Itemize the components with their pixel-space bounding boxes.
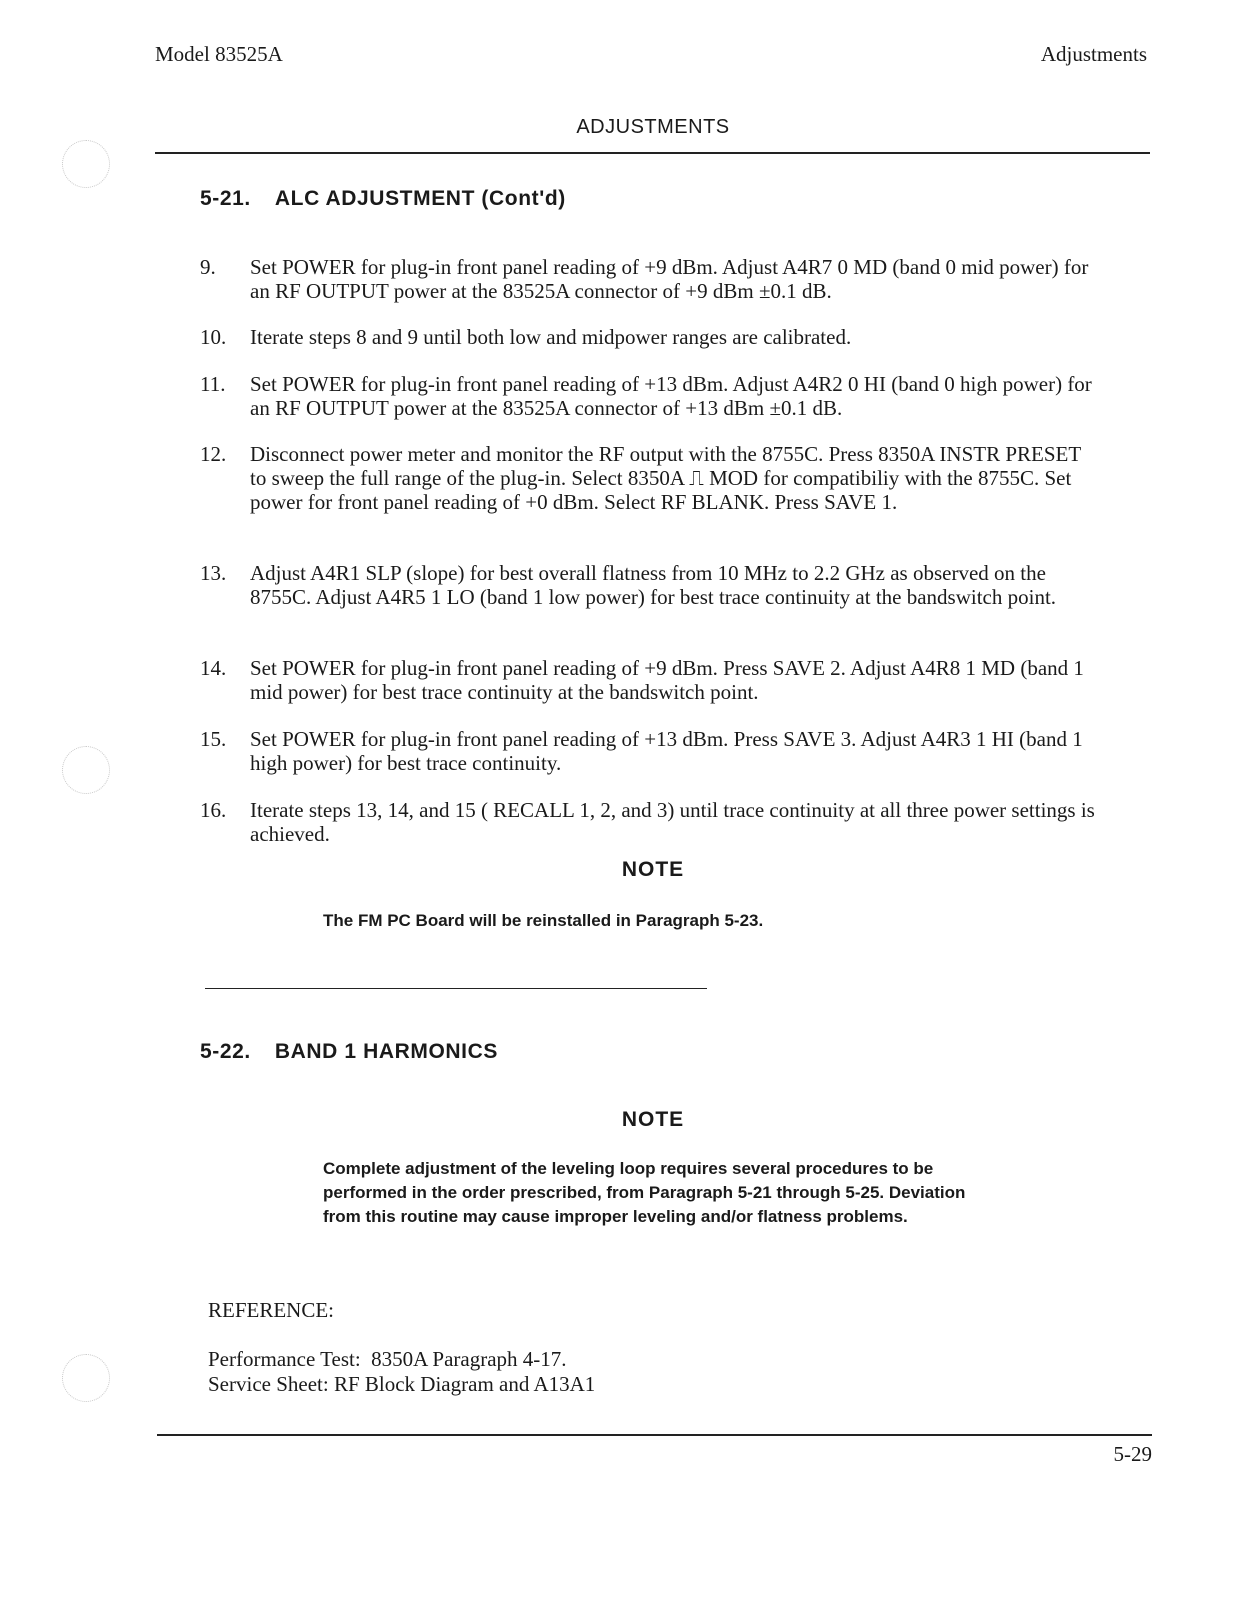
step-text: Iterate steps 13, 14, and 15 ( RECALL 1, 2, and 3) until trace continuity at all three power settings is achieved.: [250, 798, 1095, 846]
reference-list: [208, 1347, 595, 1397]
step-number: 14.: [200, 656, 227, 680]
punch-hole: [62, 140, 110, 188]
page-section-title: ADJUSTMENTS: [576, 116, 730, 138]
section-title: BAND 1 HARMONICS: [274, 1040, 498, 1063]
step-item: [200, 561, 1100, 609]
step-item: [200, 656, 1100, 704]
section-heading-5-21: [200, 187, 566, 211]
section-divider: [205, 988, 707, 989]
header-chapter: Adjustments: [1040, 42, 1147, 66]
note-text: The FM PC Board will be reinstalled in Paragraph 5-23.: [323, 911, 764, 930]
step-text: Set POWER for plug-in front panel reading of +13 dBm. Press SAVE 3. Adjust A4R3 1 HI (band 1 high power) for best trace continuity.: [250, 727, 1083, 775]
reference-item: Performance Test: 8350A Paragraph 4-17.: [208, 1347, 567, 1371]
step-item: [200, 442, 1100, 514]
note-text: Complete adjustment of the leveling loop requires several procedures to be performed in the order prescribed, from Paragraph 5-21 through 5-25. Deviation from this routine may cause improper leveling and/or flatness problems.: [323, 1159, 966, 1226]
step-number: 10.: [200, 325, 227, 349]
step-item: [200, 727, 1100, 775]
reference-item: Service Sheet: RF Block Diagram and A13A1: [208, 1372, 596, 1396]
header-rule: [155, 152, 1150, 154]
reference-label: REFERENCE:: [208, 1298, 335, 1322]
section-number: 5-21.: [200, 187, 251, 210]
step-text: Set POWER for plug-in front panel reading of +9 dBm. Adjust A4R7 0 MD (band 0 mid power) for an RF OUTPUT power at the 83525A connector of +9 dBm ±0.1 dB.: [250, 255, 1089, 303]
section-heading-5-22: [200, 1040, 498, 1064]
punch-hole: [62, 746, 110, 794]
step-text: Adjust A4R1 SLP (slope) for best overall flatness from 10 MHz to 2.2 GHz as observed on the 8755C. Adjust A4R5 1 LO (band 1 low power) for best trace continuity at the bandswitch point.: [250, 561, 1057, 609]
step-text: Iterate steps 8 and 9 until both low and midpower ranges are calibrated.: [250, 325, 852, 349]
step-number: 16.: [200, 798, 227, 822]
step-item: [200, 798, 1100, 846]
step-item: [200, 325, 1100, 349]
step-number: 12.: [200, 442, 227, 466]
footer-rule: [157, 1434, 1152, 1436]
step-text: Set POWER for plug-in front panel reading of +9 dBm. Press SAVE 2. Adjust A4R8 1 MD (band 1 mid power) for best trace continuity at the bandswitch point.: [250, 656, 1084, 704]
page-number: 5-29: [1113, 1442, 1152, 1466]
section-number: 5-22.: [200, 1040, 251, 1063]
section-title: ALC ADJUSTMENT (Cont'd): [274, 187, 566, 210]
step-text: Set POWER for plug-in front panel reading of +13 dBm. Adjust A4R2 0 HI (band 0 high power) for an RF OUTPUT power at the 83525A connector of +13 dBm ±0.1 dB.: [250, 372, 1092, 420]
note-title: NOTE: [621, 1108, 685, 1131]
step-number: 15.: [200, 727, 227, 751]
punch-hole: [62, 1354, 110, 1402]
step-number: 9.: [200, 255, 216, 279]
step-number: 11.: [200, 372, 226, 396]
note-title: NOTE: [621, 858, 685, 881]
step-item: [200, 255, 1100, 303]
step-number: 13.: [200, 561, 227, 585]
header-model: Model 83525A: [155, 42, 283, 66]
step-text: Disconnect power meter and monitor the RF output with the 8755C. Press 8350A INSTR PRESET to sweep the full range of the plug-in. Select 8350A ⎍ MOD for compatibiliy with the 8755C. Set power for front panel reading of +0 dBm. Select RF BLANK. Press SAVE 1.: [250, 442, 1081, 514]
step-item: [200, 372, 1100, 420]
